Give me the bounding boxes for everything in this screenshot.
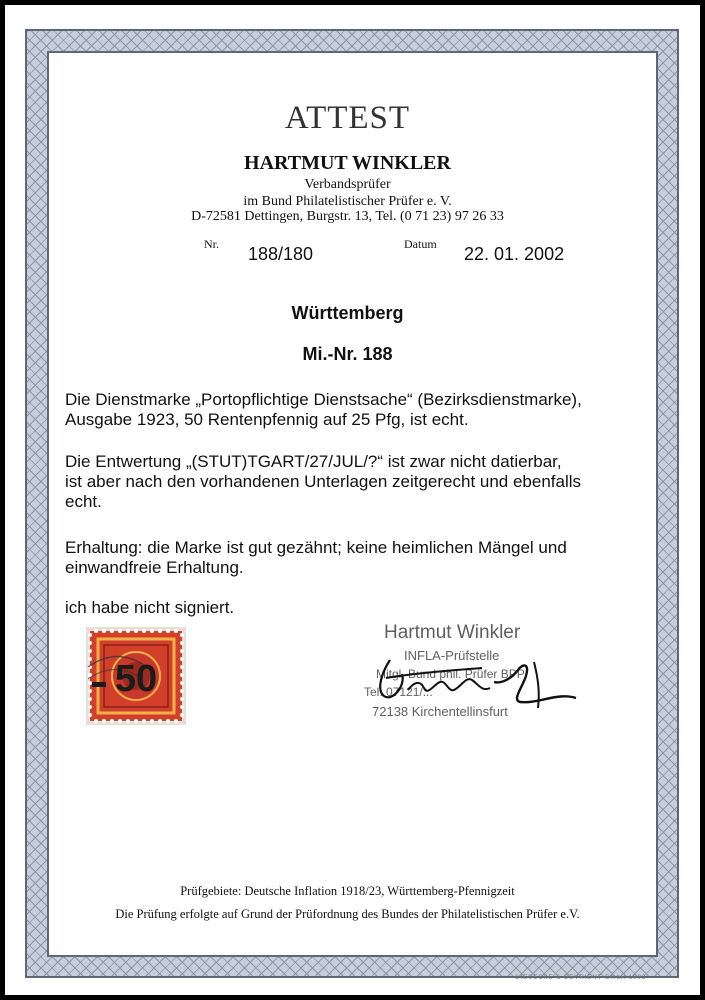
examiner-name: HARTMUT WINKLER <box>244 152 451 174</box>
handstamp-line: Tel. 07121/... <box>364 685 433 699</box>
examiner-address: D-72581 Dettingen, Burgstr. 13, Tel. (0 71 23) 97 26 33 <box>191 209 504 224</box>
paragraph-line: Die Entwertung „(STUT)TGART/27/JUL/?“ ist zwar nicht datierbar, <box>65 452 562 471</box>
stamp-image <box>86 627 186 725</box>
examiner-handstamp <box>362 622 602 727</box>
paragraph-line: ist aber nach den vorhandenen Unterlagen zeitgerecht und ebenfalls <box>65 472 582 491</box>
paragraph-line: Die Dienstmarke „Portopflichtige Dienstsache“ (Bezirksdienstmarke), <box>65 390 582 409</box>
paragraph-line: einwandfreie Erhaltung. <box>65 558 244 577</box>
country-heading: Württemberg <box>291 303 404 323</box>
footer-regulation: Die Prüfung erfolgte auf Grund der Prüfordnung des Bundes der Philatelistischen Prüfer e.V. <box>115 907 580 921</box>
handstamp-line: 72138 Kirchentellinsfurt <box>372 704 508 719</box>
examiner-association: im Bund Philatelistischer Prüfer e. V. <box>243 194 452 209</box>
footer-test-areas: Prüfgebiete: Deutsche Inflation 1918/23, Württemberg-Pfennigzeit <box>180 884 515 898</box>
handstamp-line: INFLA-Prüfstelle <box>404 648 500 663</box>
paragraph-line: Ausgabe 1923, 50 Rentenpfennig auf 25 Pfg, ist echt. <box>65 410 469 429</box>
paragraph-authenticity <box>65 390 645 430</box>
paragraph-condition <box>65 538 645 578</box>
nr-label: Nr. <box>204 237 219 251</box>
printer-mark: GIESECKE & DEVRIENT GmbH 1992 <box>515 975 647 981</box>
signature <box>362 622 602 727</box>
paragraph-cancellation <box>65 452 645 512</box>
nr-value: 188/180 <box>248 244 314 264</box>
stamp-overprint: 50 <box>114 658 158 700</box>
paragraph-signature-note <box>65 598 645 618</box>
handstamp-line: Mitgl. Bund phil. Prüfer BPP <box>376 667 525 681</box>
handstamp-name: Hartmut Winkler <box>384 622 521 643</box>
examiner-role: Verbandsprüfer <box>304 177 391 192</box>
catalog-number: Mi.-Nr. 188 <box>302 344 393 364</box>
paragraph-line: Erhaltung: die Marke ist gut gezähnt; keine heimlichen Mängel und <box>65 538 567 557</box>
certificate-title: ATTEST <box>284 100 411 136</box>
paragraph-line: echt. <box>65 492 102 511</box>
datum-label: Datum <box>404 237 437 251</box>
paragraph-line: ich habe nicht signiert. <box>65 598 235 617</box>
datum-value: 22. 01. 2002 <box>464 244 565 264</box>
